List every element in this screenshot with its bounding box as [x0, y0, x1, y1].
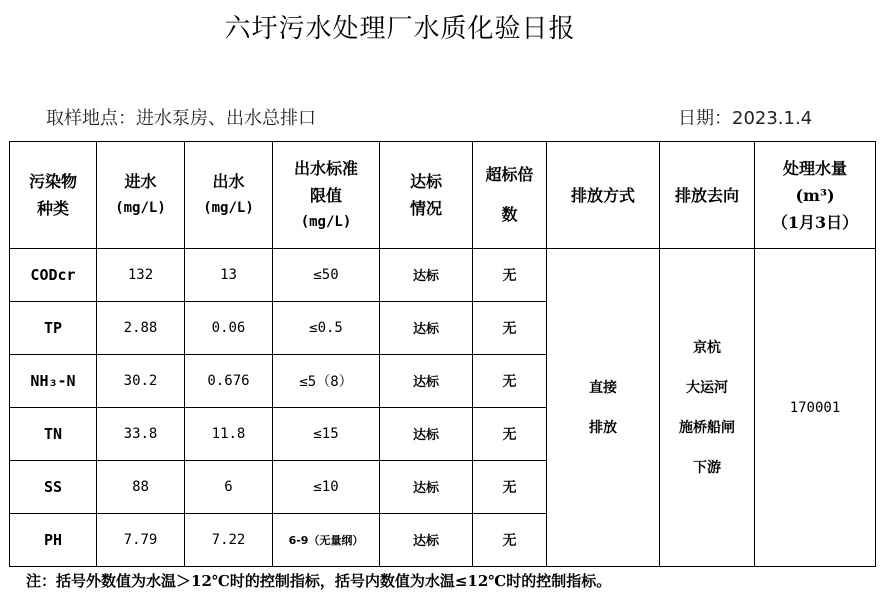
footnote: 注：括号外数值为水温＞12℃时的控制指标，括号内数值为水温≤12℃时的控制指标。: [26, 572, 612, 590]
cell-limit: ≤5（8）: [273, 354, 380, 407]
cell-limit: ≤15: [273, 407, 380, 460]
cell-inflow: 2.88: [97, 301, 185, 354]
cell-pollutant: TP: [10, 301, 97, 354]
cell-status: 达标: [380, 301, 473, 354]
cell-exceed: 无: [473, 407, 547, 460]
cell-outflow: 7.22: [185, 513, 273, 566]
table-row: [10, 249, 876, 302]
cell-outflow: 6: [185, 460, 273, 513]
cell-pollutant: CODcr: [10, 249, 97, 302]
cell-exceed: 无: [473, 249, 547, 302]
cell-inflow: 132: [97, 249, 185, 302]
cell-limit: 6-9（无量纲）: [273, 513, 380, 566]
header-limit: 出水标准 限值 (mg/L): [273, 142, 380, 249]
cell-discharge-direction: 京杭 大运河 施桥船闸 下游: [660, 249, 755, 567]
cell-exceed: 无: [473, 301, 547, 354]
cell-pollutant: NH₃-N: [10, 354, 97, 407]
cell-limit: ≤50: [273, 249, 380, 302]
cell-status: 达标: [380, 407, 473, 460]
report-date: 日期：2023.1.4: [678, 108, 813, 129]
header-discharge-direction: 排放去向: [660, 142, 755, 249]
header-compliance: 达标 情况: [380, 142, 473, 249]
cell-exceed: 无: [473, 513, 547, 566]
header-inflow: 进水 (mg/L): [97, 142, 185, 249]
cell-pollutant: PH: [10, 513, 97, 566]
sampling-location: 取样地点：进水泵房、出水总排口: [46, 108, 316, 129]
report-title: 六圩污水处理厂水质化验日报: [224, 14, 576, 44]
cell-volume-value: 170001: [755, 249, 876, 567]
cell-outflow: 0.06: [185, 301, 273, 354]
cell-status: 达标: [380, 460, 473, 513]
header-volume: 处理水量 (m³) （1月3日）: [755, 142, 876, 249]
cell-outflow: 13: [185, 249, 273, 302]
cell-limit: ≤10: [273, 460, 380, 513]
water-quality-table: [9, 141, 876, 567]
cell-limit: ≤0.5: [273, 301, 380, 354]
header-outflow: 出水 (mg/L): [185, 142, 273, 249]
cell-discharge-method: 直接 排放: [547, 249, 660, 567]
cell-inflow: 30.2: [97, 354, 185, 407]
cell-inflow: 88: [97, 460, 185, 513]
cell-pollutant: TN: [10, 407, 97, 460]
cell-outflow: 0.676: [185, 354, 273, 407]
cell-status: 达标: [380, 513, 473, 566]
header-exceed: 超标倍 数: [473, 142, 547, 249]
cell-exceed: 无: [473, 460, 547, 513]
cell-exceed: 无: [473, 354, 547, 407]
cell-status: 达标: [380, 354, 473, 407]
header-row: [10, 142, 876, 249]
cell-status: 达标: [380, 249, 473, 302]
cell-inflow: 7.79: [97, 513, 185, 566]
header-pollutant: 污染物 种类: [10, 142, 97, 249]
cell-outflow: 11.8: [185, 407, 273, 460]
cell-pollutant: SS: [10, 460, 97, 513]
cell-inflow: 33.8: [97, 407, 185, 460]
header-discharge-method: 排放方式: [547, 142, 660, 249]
